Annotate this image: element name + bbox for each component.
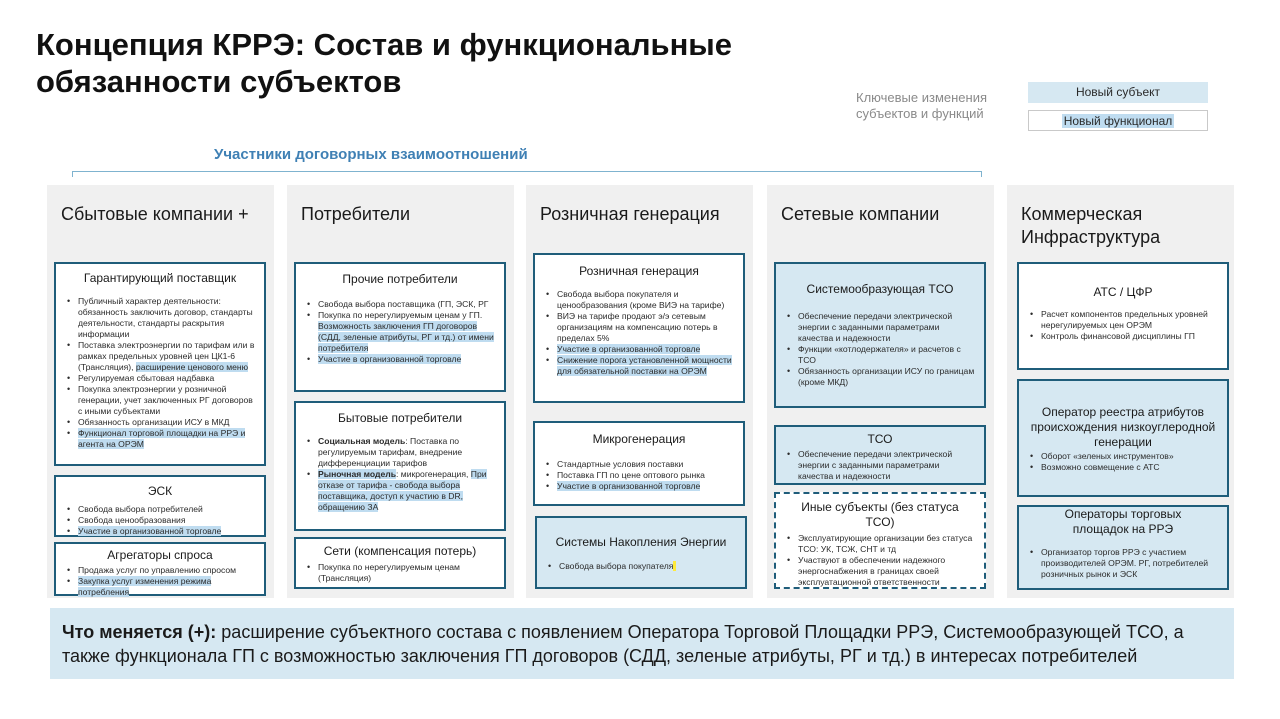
column-heading: Сетевые компании bbox=[781, 204, 940, 224]
column-consumers bbox=[287, 185, 514, 598]
list-item: • Свобода выбора покупателя bbox=[545, 561, 737, 572]
list-item: • Закупка услуг изменения режима потребления bbox=[64, 576, 256, 598]
list-item: • Стандартные условия поставки bbox=[543, 459, 735, 470]
card-household-consumers bbox=[294, 401, 506, 531]
list-item: • Участие в организованной торговле bbox=[64, 526, 256, 537]
list-item: • Оборот «зеленых инструментов» bbox=[1027, 451, 1219, 462]
card-esk bbox=[54, 475, 266, 537]
list-item: • Свобода выбора поставщика (ГП, ЭСК, РГ bbox=[304, 299, 496, 310]
card-title: Микрогенерация bbox=[592, 432, 686, 446]
list-item: • Обеспечение передачи электрической энергии с заданными параметрами качества и надежности bbox=[784, 311, 976, 344]
card-title: Иные субъекты (без статуса ТСО) bbox=[801, 500, 959, 529]
legend-new-function-label: Новый функционал bbox=[1063, 114, 1173, 128]
list-item: • Обязанность организации ИСУ в МКД bbox=[64, 417, 256, 428]
card-guaranteeing-supplier bbox=[54, 262, 266, 466]
list-item: • Обязанность организации ИСУ по границам (кроме МКД) bbox=[784, 366, 976, 388]
list-item: • Участие в организованной торговле bbox=[543, 481, 735, 492]
list-item: • Покупка по нерегулируемым ценам у ГП. Возможность заключения ГП договоров (СДД, зеленые атрибуты, РГ и тд.) от имени потребителя bbox=[304, 310, 496, 354]
column-grid-companies bbox=[767, 185, 994, 598]
column-heading: Потребители bbox=[301, 204, 410, 224]
card-title: Системы Накопления Энергии bbox=[555, 535, 727, 549]
list-item: • Свобода выбора покупателя и ценообразования (кроме ВИЭ на тарифе) bbox=[543, 289, 735, 311]
card-title: Агрегаторы спроса bbox=[107, 548, 213, 562]
column-heading: Сбытовые компании + bbox=[61, 204, 249, 224]
card-title: Сети (компенсация потерь) bbox=[323, 544, 477, 558]
list-item: • Участвуют в обеспечении надежного энергоснабжения в границах своей эксплуатационной ответственности bbox=[784, 555, 976, 588]
participants-bracket bbox=[72, 171, 982, 177]
list-item: • Социальная модель: Поставка по регулируемым тарифам, внедрение дифференциации тарифов bbox=[304, 436, 496, 469]
card-title: ЭСК bbox=[147, 484, 173, 498]
list-item: • Свобода выбора потребителей bbox=[64, 504, 256, 515]
page-title: Концепция КРРЭ: Состав и функциональные обязанности субъектов bbox=[36, 27, 733, 99]
column-sales-companies bbox=[47, 185, 274, 598]
card-system-forming-tso bbox=[774, 262, 986, 408]
card-other-subjects bbox=[774, 492, 986, 589]
list-item: • Функции «котлодержателя» и расчетов с ТСО bbox=[784, 344, 976, 366]
card-demand-aggregators bbox=[54, 542, 266, 596]
list-item: • Свобода ценообразования bbox=[64, 515, 256, 526]
column-heading: Коммерческая Инфраструктура bbox=[1021, 204, 1161, 247]
card-title: Розничная генерация bbox=[579, 264, 699, 278]
card-title: Системообразующая ТСО bbox=[806, 282, 954, 296]
list-item: • Продажа услуг по управлению спросом bbox=[64, 565, 256, 576]
list-item: • Рыночная модель: микрогенерация, При отказе от тарифа - свобода выбора поставщика, доступ к участию в DR, обращению ЗА bbox=[304, 469, 496, 513]
card-tso bbox=[774, 425, 986, 485]
card-microgeneration bbox=[533, 421, 745, 506]
list-item: • Функционал торговой площадки на РРЭ и агента на ОРЭМ bbox=[64, 428, 256, 450]
participants-heading: Участники договорных взаимоотношений bbox=[214, 146, 528, 163]
list-item: • Возможно совмещение с АТС bbox=[1027, 462, 1219, 473]
list-item: • Снижение порога установленной мощности для обязательной поставки на ОРЭМ bbox=[543, 355, 735, 377]
legend-new-subject: Новый субъект bbox=[1028, 82, 1208, 103]
card-title: АТС / ЦФР bbox=[1093, 285, 1153, 299]
card-attributes-registry-operator bbox=[1017, 379, 1229, 497]
card-title: Операторы торговых площадок на РРЭ bbox=[1064, 507, 1182, 536]
legend-caption: Ключевые изменения субъектов и функций bbox=[856, 90, 987, 121]
legend-new-function bbox=[1028, 110, 1208, 131]
list-item: • Поставка ГП по цене оптового рынка bbox=[543, 470, 735, 481]
list-item: • Публичный характер деятельности: обязанность заключить договор, стандарты деятельности, стандарты раскрытия информации bbox=[64, 296, 256, 340]
card-retail-generation bbox=[533, 253, 745, 403]
list-item: • Поставка электроэнергии по тарифам или в рамках предельных уровней цен ЦК1-6 (Трансляция), расширение ценового меню bbox=[64, 340, 256, 373]
card-energy-storage bbox=[535, 516, 747, 589]
list-item: • Участие в организованной торговле bbox=[543, 344, 735, 355]
card-title: Прочие потребители bbox=[342, 272, 458, 286]
card-ats-cfr bbox=[1017, 262, 1229, 370]
card-title: ТСО bbox=[867, 432, 893, 446]
list-item: • Эксплуатирующие организации без статуса ТСО: УК, ТСЖ, СНТ и тд bbox=[784, 533, 976, 555]
list-item: • ВИЭ на тарифе продают э/э сетевым организациям на компенсацию потерь в пределах 5% bbox=[543, 311, 735, 344]
column-commercial-infrastructure bbox=[1007, 185, 1234, 598]
list-item: • Участие в организованной торговле bbox=[304, 354, 496, 365]
card-other-consumers bbox=[294, 262, 506, 392]
changes-lead: Что меняется (+): bbox=[62, 622, 217, 642]
column-retail-generation bbox=[526, 185, 753, 598]
list-item: • Контроль финансовой дисциплины ГП bbox=[1027, 331, 1219, 342]
list-item: • Покупка по нерегулируемым ценам (Трансляция) bbox=[304, 562, 496, 584]
changes-summary bbox=[50, 608, 1234, 679]
column-heading: Розничная генерация bbox=[540, 204, 720, 224]
card-title: Бытовые потребители bbox=[337, 411, 463, 425]
card-trading-platform-operators bbox=[1017, 505, 1229, 590]
card-title: Гарантирующий поставщик bbox=[83, 271, 237, 285]
card-title: Оператор реестра атрибутов происхождения низкоуглеродной генерации bbox=[1030, 405, 1216, 449]
list-item: • Покупка электроэнергии у розничной генерации, учет заключенных РГ договоров с иными субъектами bbox=[64, 384, 256, 417]
card-grids-losses bbox=[294, 537, 506, 589]
changes-text: расширение субъектного состава с появлением Оператора Торговой Площадки РРЭ, Системообразующей ТСО, а также функционала ГП с возможностью заключения ГП договоров (СДД, зеленые атрибуты, РГ и тд.) в интересах потребителей bbox=[62, 622, 1184, 666]
list-item: • Расчет компонентов предельных уровней нерегулируемых цен ОРЭМ bbox=[1027, 309, 1219, 331]
list-item: • Обеспечение передачи электрической энергии с заданными параметрами качества и надежности bbox=[784, 449, 976, 482]
list-item: • Регулируемая сбытовая надбавка bbox=[64, 373, 256, 384]
list-item: • Организатор торгов РРЭ с участием производителей ОРЭМ. РГ, потребителей розничных рынок и ЭСК bbox=[1027, 547, 1219, 580]
